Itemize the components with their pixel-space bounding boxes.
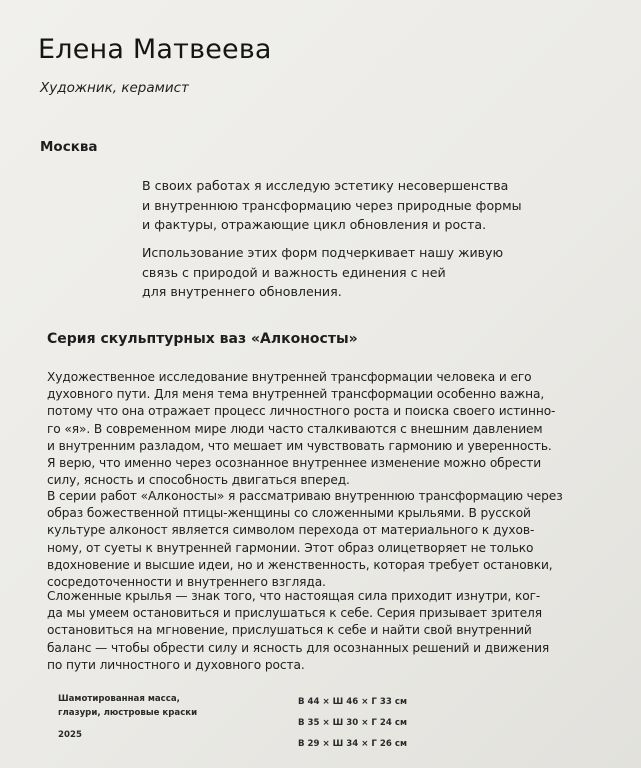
artist-name: Елена Матвеева bbox=[38, 34, 272, 65]
text-line: и внутреннюю трансформацию через природные формы bbox=[142, 197, 522, 213]
year: 2025 bbox=[58, 730, 82, 740]
text-line: и внутренним разладом, что мешает им чувствовать гармонию и уверенность. bbox=[47, 438, 552, 453]
text-line: образ божественной птицы-женщины со сложенными крыльями. В русской bbox=[47, 506, 531, 521]
dimensions-list bbox=[298, 692, 407, 755]
text-line: сосредоточенности и внутреннего взгляда. bbox=[47, 575, 326, 590]
text-line: силу, ясность и способность двигаться вперед. bbox=[47, 473, 350, 488]
statement-paragraph bbox=[142, 243, 503, 302]
artist-city: Москва bbox=[40, 139, 98, 155]
body-paragraph bbox=[47, 588, 549, 674]
text-line: В 35 × Ш 30 × Г 24 см bbox=[298, 718, 407, 728]
text-line: Использование этих форм подчеркивает нашу живую bbox=[142, 245, 504, 260]
text-line: и фактуры, отражающие цикл обновления и роста. bbox=[142, 217, 487, 232]
text-line: го «я». В современном мире люди часто сталкиваются с внешним давлением bbox=[47, 421, 543, 436]
text-line: для внутреннего обновления. bbox=[142, 284, 342, 299]
text-line: остановиться на мгновение, прислушаться к себе и найти свой внутренний bbox=[47, 623, 532, 638]
text-line: В своих работах я исследую эстетику несовершенства bbox=[142, 178, 509, 193]
text-line: по пути личностного и духовного роста. bbox=[47, 657, 305, 672]
statement-paragraph bbox=[142, 176, 522, 235]
text-line: вдохновение и высшие идеи, но и женственность, которая требует остановки, bbox=[47, 557, 553, 572]
text-line: Шамотированная масса, bbox=[58, 694, 180, 704]
text-line: Я верю, что именно через осознанное внутреннее изменение можно обрести bbox=[47, 456, 542, 471]
text-line: глазури, люстровые краски bbox=[58, 708, 198, 718]
series-title: Серия скульптурных ваз «Алконосты» bbox=[47, 331, 358, 347]
text-line: Сложенные крылья — знак того, что настоящая сила приходит изнутри, ког- bbox=[47, 589, 541, 603]
text-line: культуре алконост является символом перехода от материального к духов- bbox=[47, 523, 535, 538]
text-line: В 44 × Ш 46 × Г 33 см bbox=[298, 697, 407, 707]
artist-role: Художник, керамист bbox=[40, 80, 189, 96]
text-line: ному, от суеты к внутренней гармонии. Этот образ олицетворяет не только bbox=[47, 540, 534, 555]
text-line: В 29 × Ш 34 × Г 26 см bbox=[298, 739, 407, 749]
body-paragraph bbox=[47, 488, 563, 591]
text-line: В серии работ «Алконосты» я рассматриваю внутреннюю трансформацию через bbox=[47, 489, 563, 503]
text-line: Художественное исследование внутренней трансформации человека и его bbox=[47, 370, 532, 384]
text-line: потому что она отражает процесс личностного роста и поиска своего истинно- bbox=[47, 404, 556, 419]
body-paragraph bbox=[47, 369, 555, 489]
text-line: баланс — чтобы обрести силу и ясность для осознанных решений и движения bbox=[47, 640, 550, 655]
text-line: да мы умеем остановиться и прислушаться к себе. Серия призывает зрителя bbox=[47, 606, 542, 621]
material-info bbox=[58, 692, 197, 720]
text-line: духовного пути. Для меня тема внутренней трансформации особенно важна, bbox=[47, 387, 545, 402]
text-line: связь с природой и важность единения с ней bbox=[142, 264, 446, 280]
